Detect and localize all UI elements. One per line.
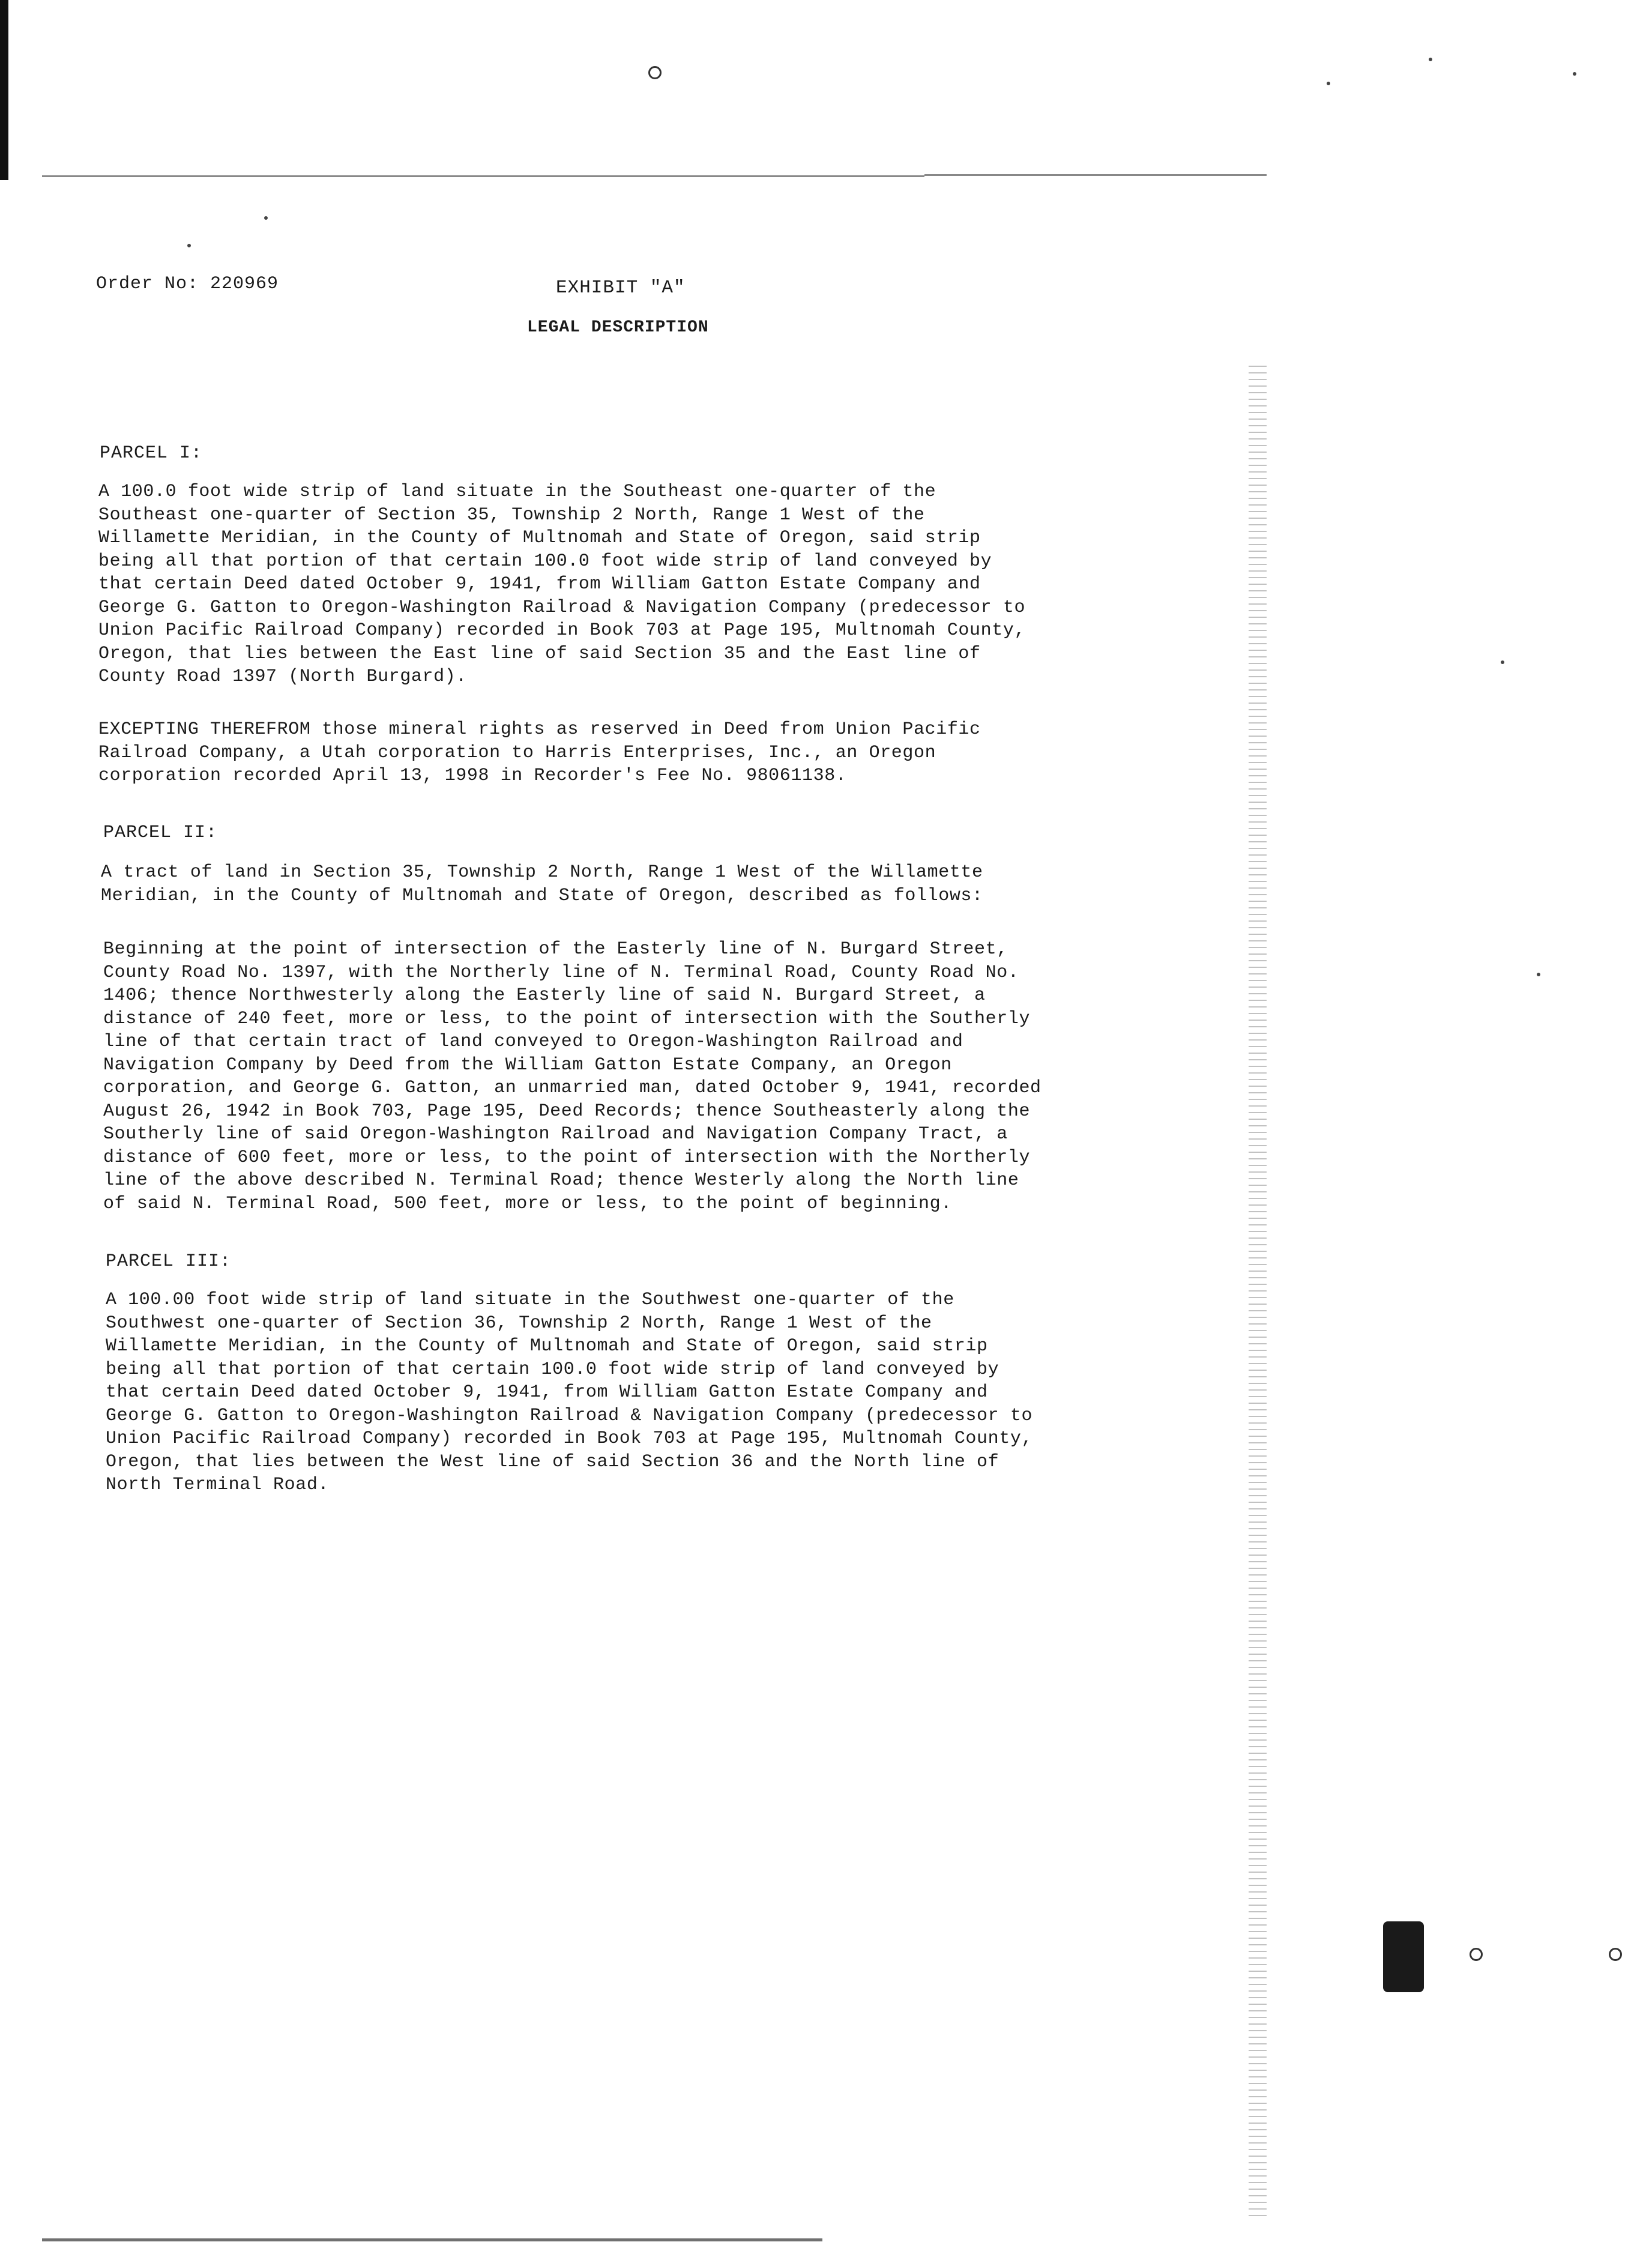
legal-description-heading: LEGAL DESCRIPTION — [527, 318, 709, 337]
scan-speck — [1573, 72, 1576, 76]
parcel-1-label: PARCEL I: — [100, 443, 203, 464]
scan-speck — [1501, 660, 1504, 664]
scan-speck — [1327, 82, 1330, 85]
scan-speck — [1429, 58, 1432, 61]
scan-margin-noise — [1249, 360, 1267, 2222]
scan-top-rule — [42, 175, 924, 177]
parcel-2-description: A tract of land in Section 35, Township 2 North, Range 1 West of the Willamette Meridian, in the County of Multnomah and State of Oregon, described as follows: — [101, 862, 983, 906]
parcel-1-description: A 100.0 foot wide strip of land situate in the Southeast one-quarter of the Southeast one-quarter of Section 35, Township 2 North, Range 1 West of the Willamette Meridian, in the County of Multnomah and State of Oregon, said strip being all that portion of that certain 100.0 foot wide strip of land conveyed by that certain Deed dated October 9, 1941, from William Gatton Estate Company and George G. Gatton to Oregon-Washington Railroad & Navigation Company (predecessor to Union Pacific Railroad Company) recorded in Book 703 at Page 195, Multnomah County, Oregon, that lies between the East line of said Section 35 and the East line of County Road 1397 (North Burgard). — [98, 482, 1026, 687]
hole-punch-icon — [1470, 1948, 1483, 1961]
parcel-3-description: A 100.00 foot wide strip of land situate in the Southwest one-quarter of the Southwest one-quarter of Section 36, Township 2 North, Range 1 West of the Willamette Meridian, in the County of Multnomah and State of Oregon, said strip being all that portion of that certain 100.0 foot wide strip of land conveyed by that certain Deed dated October 9, 1941, from William Gatton Estate Company and George G. Gatton to Oregon-Washington Railroad & Navigation Company (predecessor to Union Pacific Railroad Company) recorded in Book 703 at Page 195, Multnomah County, Oregon, that lies between the West line of said Section 36 and the North line of North Terminal Road. — [106, 1290, 1033, 1495]
order-number: Order No: 220969 — [96, 274, 279, 294]
scan-speck — [264, 216, 268, 220]
exhibit-title: EXHIBIT "A" — [556, 277, 686, 298]
hole-punch-icon — [1609, 1948, 1622, 1961]
scan-top-rule-right — [924, 174, 1267, 176]
parcel-2-label: PARCEL II: — [103, 823, 218, 843]
scan-speck — [1537, 973, 1540, 976]
scan-black-tab — [1383, 1921, 1424, 1992]
parcel-2-metes-and-bounds: Beginning at the point of intersection of the Easterly line of N. Burgard Street, County Road No. 1397, with the Northerly line of N. Terminal Road, County Road No. 1406; thence Northwesterly along the Easterly line of said N. Burgard Street, a distance of 240 feet, more or less, to the point of intersection with the Southerly line of that certain tract of land conveyed to Oregon-Washington Railroad and Navigation Company by Deed from the William Gatton Estate Company, an Oregon corporation, and George G. Gatton, an unmarried man, dated October 9, 1941, recorded August 26, 1942 in Book 703, Page 195, Deed Records; thence Southeasterly along the Southerly line of said Oregon-Washington Railroad and Navigation Company Tract, a distance of 600 feet, more or less, to the point of intersection with the Northerly line of the above described N. Terminal Road; thence Westerly along the North line of said N. Terminal Road, 500 feet, more or less, to the point of beginning. — [103, 939, 1042, 1214]
hole-punch-icon — [648, 66, 662, 79]
parcel-3-label: PARCEL III: — [106, 1251, 232, 1272]
scan-edge-shadow — [0, 0, 8, 180]
scan-bottom-rule — [42, 2238, 822, 2241]
parcel-1-exception: EXCEPTING THEREFROM those mineral rights as reserved in Deed from Union Pacific Railroad Company, a Utah corporation to Harris Enterprises, Inc., an Oregon corporation recorded April 13, 1998 in Recorder's Fee No. 98061138. — [98, 719, 981, 786]
scan-speck — [187, 244, 191, 247]
